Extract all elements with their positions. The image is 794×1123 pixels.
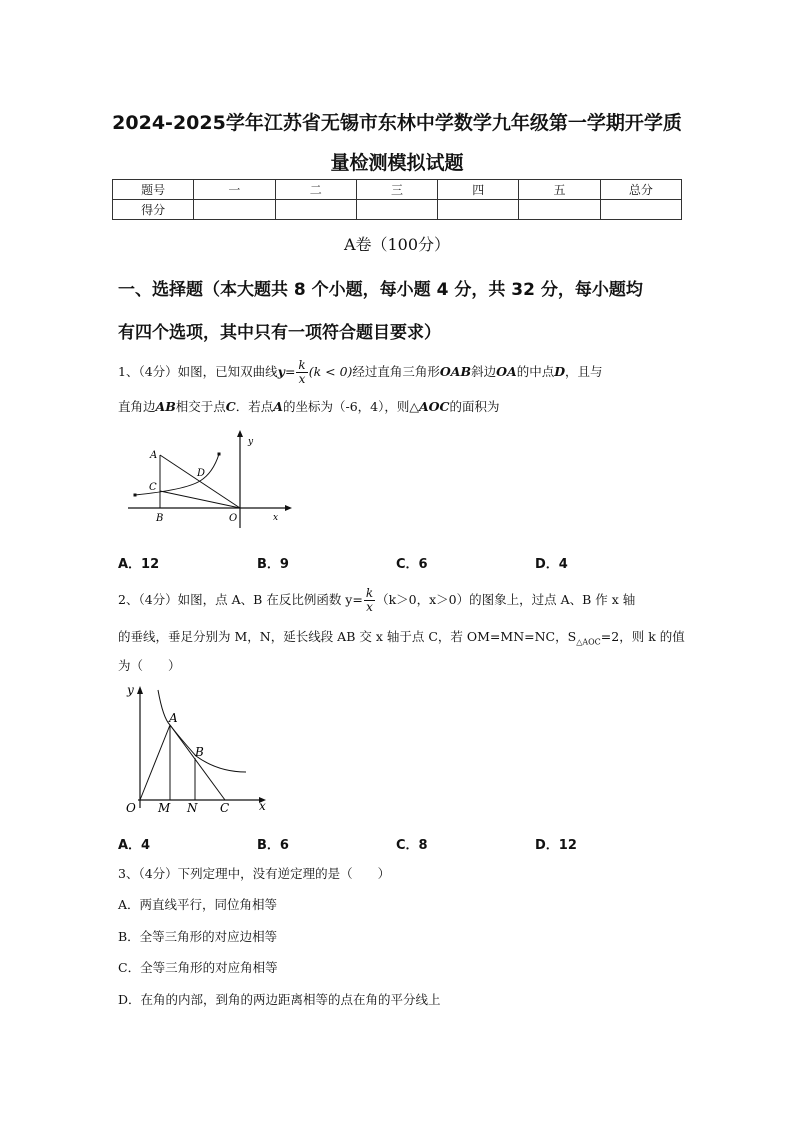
q1-label-o: O [229,513,238,524]
q1-frac-den: x [298,372,306,386]
score-header-cell: 题号 [113,180,194,200]
q1-text: 的面积为 [449,399,500,414]
q1-label-a: A [150,450,158,461]
q1-fraction [296,359,307,386]
score-input-cell[interactable] [438,200,519,220]
q2-fraction [364,587,375,614]
q1-text: 直角边 [118,399,156,414]
q2-label-m: M [158,801,171,815]
q2-label-b: B [195,745,204,759]
q1-label-d: D [197,468,206,479]
q2-stem-line2 [118,627,685,647]
q1-var-a: A [273,399,283,414]
score-input-cell[interactable] [275,200,356,220]
score-table-header-row [113,180,682,200]
score-input-cell[interactable] [519,200,600,220]
q2-option-b[interactable]: B．6 [257,838,289,853]
q2-stem-line1 [118,587,635,614]
q1-figure [125,428,295,528]
score-header-cell: 二 [275,180,356,200]
score-input-cell[interactable] [194,200,275,220]
q1-stem-line1 [118,359,603,386]
section-heading-line1: 一、选择题（本大题共 8 个小题，每小题 4 分，共 32 分，每小题均 [118,280,643,300]
q1-condition: (k < 0) [308,364,353,379]
score-input-cell[interactable] [600,200,681,220]
q2-hyperbola [158,690,246,772]
q2-y-arrow [137,686,143,694]
section-heading-line2: 有四个选项，其中只有一项符合题目要求） [118,323,441,343]
q2-text: =2，则 k 的值 [600,629,685,644]
q2-label-n: N [187,801,198,815]
q1-label-b: B [156,513,164,524]
q2-option-a[interactable]: A．4 [118,838,151,853]
score-header-cell: 四 [438,180,519,200]
q1-text: ．若点 [235,399,274,414]
score-input-cell[interactable] [356,200,437,220]
q1-var-aoc: AOC [418,399,450,414]
q1-text: 斜边 [471,364,497,379]
q2-subscript: △AOC [576,637,601,647]
q2-text: 的垂线，垂足分别为 M，N，延长线段 AB 交 x 轴于点 C，若 OM=MN=NC，S [118,629,577,644]
q2-label-x: x [259,799,266,813]
q3-option-d[interactable]: D．在角的内部，到角的两边距离相等的点在角的平分线上 [118,992,441,1007]
q1-option-a[interactable]: A．12 [118,557,160,572]
volume-heading: A卷（100分） [343,235,451,254]
q2-text: （k＞0，x＞0）的图象上，过点 A、B 作 x 轴 [376,592,636,607]
score-header-cell: 五 [519,180,600,200]
q1-var-d: D [554,364,566,379]
q2-text: 2、（4分）如图，点 A、B 在反比例函数 y= [118,592,363,607]
q2-frac-num: k [365,586,374,600]
exam-title-line2: 量检测模拟试题 [330,152,464,174]
q1-curve-end [134,494,137,497]
score-header-cell: 三 [356,180,437,200]
q1-y-arrow [237,430,243,437]
q2-stem-line3: 为（ ） [118,658,181,673]
q1-text: 的坐标为（-6，4），则△ [282,399,419,414]
q1-label-x: x [273,513,279,523]
q1-var-oa: OA [496,364,517,379]
q1-stem-line2 [118,397,500,415]
q1-var-y: y [277,364,285,379]
q1-text: 的中点 [516,364,555,379]
q1-x-arrow [285,505,292,511]
q1-option-d[interactable]: D．4 [535,557,568,572]
q3-option-c[interactable]: C．全等三角形的对应角相等 [118,960,278,975]
q2-label-o: O [126,801,136,815]
score-header-cell: 总分 [600,180,681,200]
q1-var-oab: OAB [439,364,472,379]
q2-label-a: A [169,711,178,725]
q1-label-c: C [149,482,157,493]
q2-label-c: C [220,801,230,815]
q3-option-a[interactable]: A．两直线平行，同位角相等 [118,897,278,912]
q3-option-b[interactable]: B．全等三角形的对应边相等 [118,929,278,944]
q1-option-b[interactable]: B．9 [257,557,289,572]
q2-segment-oa [140,725,170,800]
q1-label-y: y [248,437,254,447]
q2-line-ac [170,725,225,800]
q1-curve-end [218,453,221,456]
q3-stem: 3、（4分）下列定理中，没有逆定理的是（ ） [118,866,391,881]
q1-text: 经过直角三角形 [352,364,440,379]
q2-frac-den: x [366,600,373,614]
q1-eq: = [284,364,296,379]
q2-figure [118,680,278,815]
exam-title-line1: 2024-2025学年江苏省无锡市东林中学数学九年级第一学期开学质 [112,112,682,134]
q1-text: 1、（4分）如图，已知双曲线 [118,364,278,379]
q1-hyperbola [135,454,219,495]
q1-option-c[interactable]: C．6 [396,557,428,572]
score-table [112,179,682,220]
score-table-score-row [113,200,682,220]
q1-text: ，且与 [565,364,603,379]
q1-var-c: C [225,399,236,414]
q2-label-y: y [127,683,134,697]
q1-frac-num: k [298,358,306,372]
q1-text: 相交于点 [175,399,226,414]
q2-option-c[interactable]: C．8 [396,838,428,853]
q2-option-d[interactable]: D．12 [535,838,577,853]
q1-var-ab: AB [155,399,176,414]
score-row-label: 得分 [113,200,194,220]
score-header-cell: 一 [194,180,275,200]
